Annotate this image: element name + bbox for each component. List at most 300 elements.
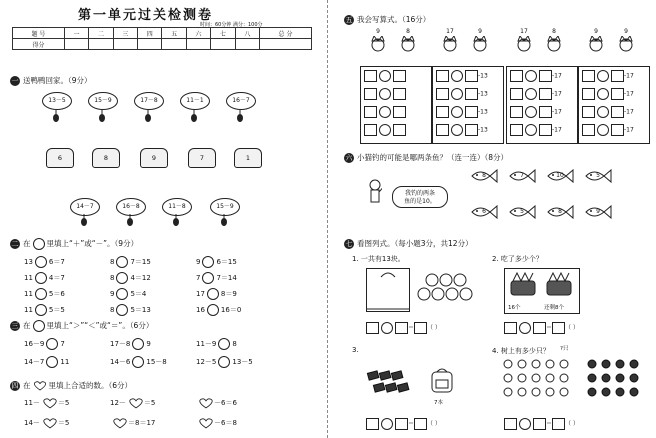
- compare-blank[interactable]: [132, 338, 144, 350]
- operator-blank[interactable]: [597, 70, 609, 82]
- bug-icon: [220, 214, 228, 226]
- section-title: 小猫钓的可能是哪两条鱼？（连一连）（8分）: [357, 153, 509, 162]
- equation: [24, 272, 65, 284]
- cat-number: 9: [594, 28, 598, 35]
- section-badge: 四: [11, 382, 19, 390]
- equation: [110, 272, 151, 284]
- answer-box[interactable]: [611, 70, 624, 82]
- left-expr: 14－6: [110, 358, 131, 366]
- score-cell[interactable]: [138, 39, 162, 50]
- fill-equation: [110, 398, 155, 408]
- operator-blank[interactable]: [451, 70, 463, 82]
- balloon: 14－7: [70, 198, 100, 216]
- left-expr: 16－9: [24, 340, 45, 348]
- section-title: 送鸭鸭回家。（9分）: [23, 76, 92, 85]
- operand: 5＝5: [48, 306, 65, 314]
- cell: 一: [64, 28, 88, 39]
- q2-text: 2. 吃了多少个？: [492, 255, 543, 263]
- equation: [24, 256, 65, 268]
- equals-sign: ＝: [408, 324, 415, 332]
- operator-blank[interactable]: [597, 88, 609, 100]
- q4-label: ?只: [560, 346, 569, 352]
- equation-row: [510, 106, 562, 118]
- balloon: 15－9: [88, 92, 118, 110]
- right-expr: 9: [146, 340, 151, 348]
- equation-row: [436, 106, 488, 118]
- fill-equation: [196, 418, 237, 428]
- cell: 六: [186, 28, 210, 39]
- operator-blank[interactable]: [35, 256, 47, 268]
- compare-blank[interactable]: [132, 356, 144, 368]
- answer-box[interactable]: [611, 106, 624, 118]
- expr-part: 14－: [24, 419, 40, 427]
- backpack-image: [428, 366, 456, 396]
- circle-icon: [33, 238, 45, 250]
- operand: 8: [110, 258, 115, 266]
- result-suffix: -13: [478, 108, 488, 116]
- answer-box[interactable]: [366, 418, 379, 430]
- left-expr: 12－5: [196, 358, 217, 366]
- operator-blank[interactable]: [116, 272, 128, 284]
- answer-row: [504, 322, 579, 334]
- cat-icon: [400, 36, 416, 54]
- left-expr: 14－7: [24, 358, 45, 366]
- bug-icon: [236, 110, 244, 122]
- bug-icon: [126, 214, 134, 226]
- cat-number: 8: [406, 28, 410, 35]
- right-expr: 15－8: [146, 358, 167, 366]
- page-title: 第一单元过关检测卷: [78, 8, 214, 23]
- answer-box[interactable]: [582, 124, 595, 136]
- equation-row: [364, 70, 406, 82]
- answer-box[interactable]: [582, 70, 595, 82]
- bug-icon: [172, 214, 180, 226]
- answer-box[interactable]: [510, 106, 523, 118]
- cat-icon: [546, 36, 562, 54]
- score-cell[interactable]: [113, 39, 137, 50]
- section-3-heading: [10, 320, 153, 332]
- section-7-heading: [344, 238, 473, 249]
- mushroom-house[interactable]: 8: [92, 148, 120, 168]
- answer-box[interactable]: [436, 88, 449, 100]
- result-suffix: -13: [478, 90, 488, 98]
- operator-blank[interactable]: [451, 124, 463, 136]
- answer-box[interactable]: [465, 124, 478, 136]
- operand: 6＝7: [48, 258, 65, 266]
- operator-blank[interactable]: [35, 272, 47, 284]
- operand: 13: [24, 258, 33, 266]
- balloon: 17－8: [134, 92, 164, 110]
- operand: 9: [110, 290, 115, 298]
- operand: 5＝4: [130, 290, 147, 298]
- section-title-b: 里填上合适的数。（6分）: [48, 381, 133, 390]
- operand: 8＝9: [220, 290, 237, 298]
- operator-blank[interactable]: [207, 304, 219, 316]
- section-badge: 二: [11, 240, 19, 248]
- operand: 11: [24, 306, 33, 314]
- answer-box[interactable]: [436, 70, 449, 82]
- answer-box[interactable]: [393, 106, 406, 118]
- score-cell[interactable]: [64, 39, 88, 50]
- fill-equation: [24, 398, 69, 408]
- equals-sign: ＝: [408, 420, 415, 428]
- answer-box[interactable]: [465, 88, 478, 100]
- birds-right-image: [584, 356, 644, 406]
- left-expr: 11－9: [196, 340, 217, 348]
- answer-box[interactable]: [414, 418, 427, 430]
- equation: [110, 256, 151, 268]
- comparison: [24, 356, 69, 368]
- answer-box[interactable]: [510, 124, 523, 136]
- score-row: [13, 39, 312, 50]
- answer-box[interactable]: [504, 322, 517, 334]
- left-expr: 17－8: [110, 340, 131, 348]
- section-5-heading: [344, 14, 430, 25]
- compare-blank[interactable]: [218, 338, 230, 350]
- result-suffix: -17: [552, 90, 562, 98]
- answer-row: [366, 418, 441, 430]
- operator-blank[interactable]: [35, 288, 47, 300]
- section-badge: 三: [11, 322, 19, 330]
- balloon: 11－8: [162, 198, 192, 216]
- equation-row: [436, 88, 488, 100]
- cat-icon: [368, 178, 382, 208]
- compare-blank[interactable]: [46, 356, 58, 368]
- q2-label-1: 16个: [508, 305, 521, 311]
- speech-bubble: 我钓的两条 鱼的是10。: [392, 186, 448, 208]
- operator-blank[interactable]: [116, 304, 128, 316]
- section-title-a: 在: [23, 381, 31, 390]
- answer-box[interactable]: [395, 418, 408, 430]
- answer-box[interactable]: [364, 106, 377, 118]
- answer-box[interactable]: [465, 106, 478, 118]
- score-cell[interactable]: [235, 39, 259, 50]
- cat-number: 8: [552, 28, 556, 35]
- operator-blank[interactable]: [207, 288, 219, 300]
- right-expr: 7: [60, 340, 65, 348]
- operator-blank[interactable]: [379, 70, 391, 82]
- operand: 7＝15: [130, 258, 151, 266]
- expr-part: ＝5: [143, 399, 156, 407]
- equation: [110, 304, 151, 316]
- answer-box[interactable]: [539, 124, 552, 136]
- fish-number: 7: [520, 172, 524, 179]
- fish-number: 9: [596, 208, 600, 215]
- fill-equation: [196, 398, 237, 408]
- cat-number: 17: [446, 28, 454, 35]
- operator-blank[interactable]: [597, 124, 609, 136]
- answer-box[interactable]: [504, 418, 517, 430]
- cat-icon: [618, 36, 634, 54]
- score-table: [12, 27, 312, 50]
- balloon: 16－7: [226, 92, 256, 110]
- balloon: 16－8: [116, 198, 146, 216]
- answer-box[interactable]: [364, 70, 377, 82]
- answer-box[interactable]: [436, 106, 449, 118]
- result-suffix: -13: [478, 72, 488, 80]
- answer-box[interactable]: [539, 106, 552, 118]
- cat-icon: [370, 36, 386, 54]
- operand: 17: [196, 290, 205, 298]
- heart-blank[interactable]: [42, 398, 56, 408]
- answer-box[interactable]: [533, 322, 546, 334]
- operator-blank[interactable]: [202, 272, 214, 284]
- section-title-a: 在: [23, 239, 31, 248]
- q2-label-2: 还剩8个: [544, 305, 564, 311]
- comparison: [24, 338, 65, 350]
- result-suffix: -17: [552, 108, 562, 116]
- expr-part: ＝8＝17: [128, 419, 156, 427]
- right-expr: 11: [60, 358, 70, 366]
- operand: 9: [196, 258, 201, 266]
- operand: 7＝14: [216, 274, 237, 282]
- comparison: [110, 356, 167, 368]
- score-header-row: [13, 28, 312, 39]
- bug-icon: [52, 110, 60, 122]
- section-title-b: 里填上“＋”或“－”。（9分）: [46, 239, 139, 248]
- section-6-heading: [344, 152, 508, 163]
- cookies-image: [414, 272, 480, 310]
- equation-row: [582, 88, 634, 100]
- answer-box[interactable]: [366, 322, 379, 334]
- result-suffix: -17: [624, 126, 634, 134]
- operator-blank[interactable]: [525, 70, 537, 82]
- subtitle: 时间：60分钟 满分：100分: [200, 22, 263, 28]
- answer-row: [504, 418, 579, 430]
- heart-blank[interactable]: [42, 418, 56, 428]
- cell: 八: [235, 28, 259, 39]
- bug-icon: [98, 110, 106, 122]
- operator-blank[interactable]: [381, 418, 393, 430]
- equation-row: [364, 88, 406, 100]
- birds-left-image: [500, 356, 570, 406]
- answer-box[interactable]: [465, 70, 478, 82]
- cat-icon: [442, 36, 458, 54]
- result-suffix: -17: [624, 72, 634, 80]
- expr-part: －6＝8: [214, 419, 237, 427]
- section-title-a: 在: [23, 321, 31, 330]
- operator-blank[interactable]: [519, 322, 531, 334]
- fish-number: 8: [482, 172, 486, 179]
- equation-row: [582, 124, 634, 136]
- heart-blank[interactable]: [112, 418, 126, 428]
- section-4-heading: [10, 380, 132, 391]
- balloon: 13－5: [42, 92, 72, 110]
- operator-blank[interactable]: [116, 256, 128, 268]
- equation: [24, 304, 65, 316]
- section-title-b: 里填上“＞”“＜”或“＝”。（6分）: [46, 321, 154, 330]
- answer-box[interactable]: [552, 322, 565, 334]
- cat-number: 9: [624, 28, 628, 35]
- section-badge: 六: [345, 154, 353, 162]
- equation-row: [436, 124, 488, 136]
- expr-part: 12－: [110, 399, 126, 407]
- heart-blank[interactable]: [128, 398, 142, 408]
- operator-blank[interactable]: [525, 106, 537, 118]
- balloon: 15－9: [210, 198, 240, 216]
- cell: 七: [211, 28, 235, 39]
- answer-box[interactable]: [436, 124, 449, 136]
- answer-box[interactable]: [364, 88, 377, 100]
- operand: 16: [196, 306, 205, 314]
- section-title: 看图列式。（每小题3分，共12分）: [357, 239, 473, 248]
- fish-number: 5: [596, 172, 600, 179]
- equation: [196, 272, 237, 284]
- books-image: [366, 368, 420, 398]
- unit-blank[interactable]: （ ）: [565, 324, 579, 332]
- cell: 二: [89, 28, 113, 39]
- answer-box[interactable]: [611, 88, 624, 100]
- fish-number: 10: [556, 172, 564, 179]
- balloon: 11－1: [180, 92, 210, 110]
- operand: 11: [24, 274, 33, 282]
- equation: [110, 288, 146, 300]
- answer-box[interactable]: [395, 322, 408, 334]
- compare-blank[interactable]: [46, 338, 58, 350]
- cell: 三: [113, 28, 137, 39]
- operator-blank[interactable]: [379, 88, 391, 100]
- answer-box[interactable]: [414, 322, 427, 334]
- result-suffix: -17: [624, 90, 634, 98]
- answer-box[interactable]: [582, 106, 595, 118]
- operand: 4＝7: [48, 274, 65, 282]
- answer-box[interactable]: [393, 124, 406, 136]
- equation-row: [436, 70, 488, 82]
- expr-part: ＝5: [57, 399, 70, 407]
- equals-sign: ＝: [546, 324, 553, 332]
- operand: 8: [110, 306, 115, 314]
- expr-part: －6＝6: [214, 399, 237, 407]
- cat-number: 17: [520, 28, 528, 35]
- answer-box[interactable]: [364, 124, 377, 136]
- operator-blank[interactable]: [379, 124, 391, 136]
- heart-blank[interactable]: [198, 398, 212, 408]
- result-suffix: -13: [478, 126, 488, 134]
- comparison: [196, 338, 237, 350]
- unit-blank[interactable]: （ ）: [565, 420, 579, 428]
- compare-blank[interactable]: [218, 356, 230, 368]
- operand: 7: [196, 274, 201, 282]
- section-2-heading: [10, 238, 138, 250]
- operand: 8: [110, 274, 115, 282]
- answer-box[interactable]: [539, 70, 552, 82]
- operator-blank[interactable]: [525, 124, 537, 136]
- equation-row: [510, 70, 562, 82]
- answer-row: [366, 322, 441, 334]
- heart-blank[interactable]: [198, 418, 212, 428]
- operator-blank[interactable]: [451, 88, 463, 100]
- mushroom-house[interactable]: 1: [234, 148, 262, 168]
- mushroom-house[interactable]: 6: [46, 148, 74, 168]
- result-suffix: -17: [624, 108, 634, 116]
- expr-part: ＝5: [57, 419, 70, 427]
- equation: [196, 304, 241, 316]
- right-expr: 13－5: [232, 358, 253, 366]
- score-cell[interactable]: [260, 39, 312, 50]
- operator-blank[interactable]: [35, 304, 47, 316]
- cell: 总 分: [260, 28, 312, 39]
- answer-box[interactable]: [552, 418, 565, 430]
- operand: 5＝13: [130, 306, 151, 314]
- mushroom-house[interactable]: 7: [188, 148, 216, 168]
- cat-icon: [588, 36, 604, 54]
- comparison: [110, 338, 151, 350]
- score-cell[interactable]: [211, 39, 235, 50]
- operator-blank[interactable]: [451, 106, 463, 118]
- section-badge: 七: [345, 240, 353, 248]
- unit-blank[interactable]: （ ）: [427, 324, 441, 332]
- operator-blank[interactable]: [116, 288, 128, 300]
- operand: 4＝12: [130, 274, 151, 282]
- fill-equation: [24, 418, 69, 428]
- unit-blank[interactable]: （ ）: [427, 420, 441, 428]
- comparison: [196, 356, 253, 368]
- score-cell[interactable]: [186, 39, 210, 50]
- section-1-heading: [10, 75, 92, 86]
- equation-row: [364, 124, 406, 136]
- result-suffix: -17: [552, 72, 562, 80]
- answer-box[interactable]: [611, 124, 624, 136]
- q3-label: 7本: [434, 400, 443, 406]
- cell: 四: [138, 28, 162, 39]
- answer-box[interactable]: [393, 88, 406, 100]
- operator-blank[interactable]: [525, 88, 537, 100]
- equation: [196, 256, 237, 268]
- bug-icon: [144, 110, 152, 122]
- cat-icon: [516, 36, 532, 54]
- equation: [24, 288, 65, 300]
- operand: 16＝0: [220, 306, 242, 314]
- operator-blank[interactable]: [379, 106, 391, 118]
- operator-blank[interactable]: [381, 322, 393, 334]
- section-badge: 五: [345, 16, 353, 24]
- score-cell[interactable]: [89, 39, 113, 50]
- score-cell[interactable]: [162, 39, 186, 50]
- expr-part: 11－: [24, 399, 40, 407]
- answer-box[interactable]: [510, 88, 523, 100]
- answer-box[interactable]: [539, 88, 552, 100]
- circle-icon: [33, 320, 45, 332]
- right-expr: 8: [232, 340, 237, 348]
- fill-equation: [110, 418, 155, 428]
- bag-image: [366, 268, 410, 312]
- answer-box[interactable]: [533, 418, 546, 430]
- fold-line: [327, 0, 328, 438]
- result-suffix: -17: [552, 126, 562, 134]
- q4-text: 4. 树上有多少只？: [492, 347, 550, 355]
- equation-row: [510, 124, 562, 136]
- cell: 题 号: [13, 28, 65, 39]
- fish-number: 8: [558, 208, 562, 215]
- operand: 6＝15: [216, 258, 237, 266]
- bug-icon: [80, 214, 88, 226]
- operand: 5＝6: [48, 290, 65, 298]
- operand: 11: [24, 290, 33, 298]
- equation: [196, 288, 237, 300]
- answer-box[interactable]: [510, 70, 523, 82]
- answer-box[interactable]: [393, 70, 406, 82]
- equation-row: [582, 70, 634, 82]
- operator-blank[interactable]: [202, 256, 214, 268]
- cat-number: 9: [376, 28, 380, 35]
- cell: 五: [162, 28, 186, 39]
- operator-blank[interactable]: [597, 106, 609, 118]
- fish-number: 5: [520, 208, 524, 215]
- operator-blank[interactable]: [519, 418, 531, 430]
- mushroom-house[interactable]: 9: [140, 148, 168, 168]
- answer-box[interactable]: [582, 88, 595, 100]
- equals-sign: ＝: [546, 420, 553, 428]
